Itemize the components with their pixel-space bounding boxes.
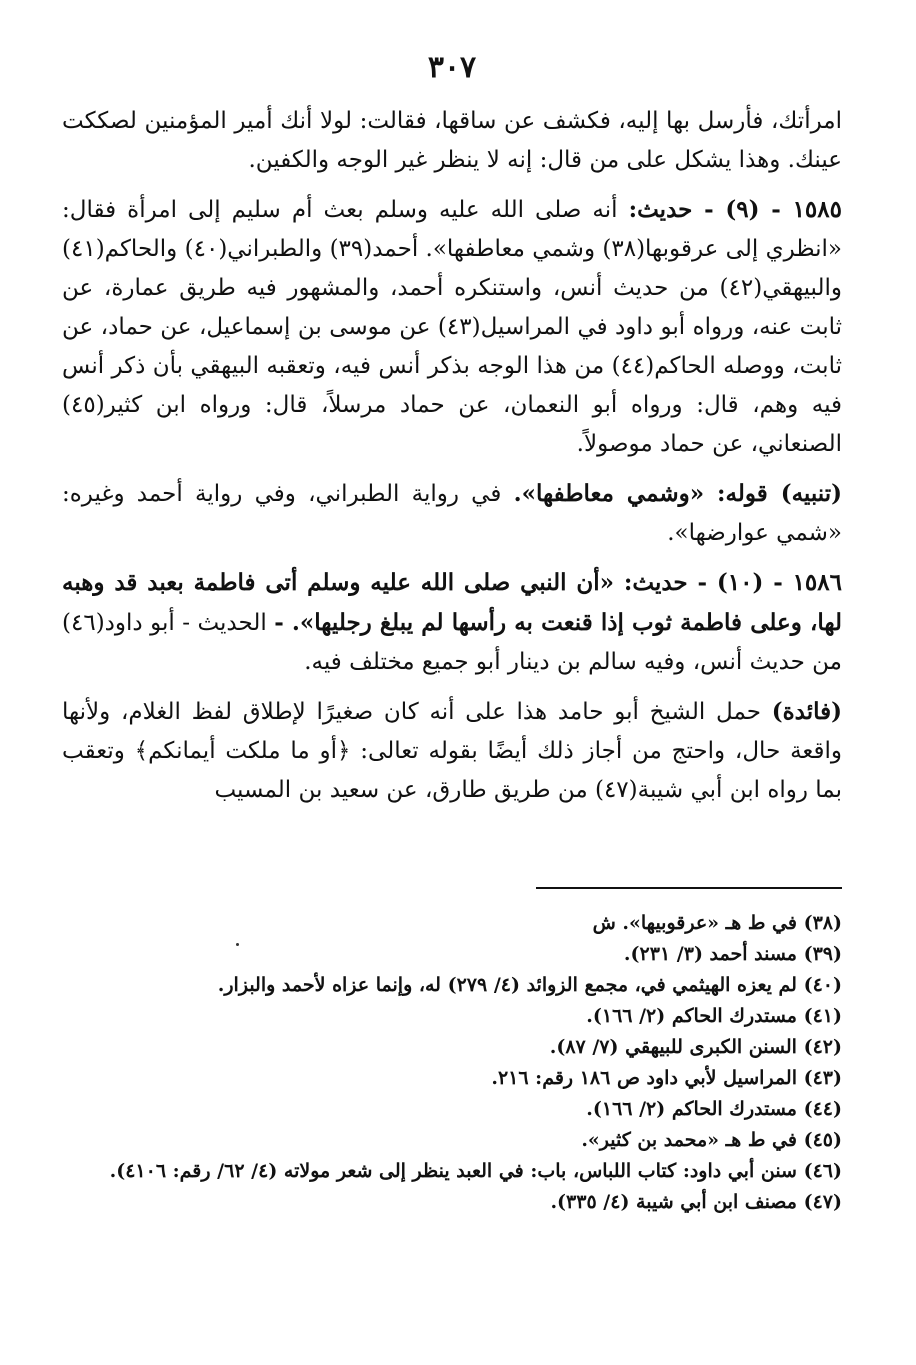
footnote-42: (٤٢) السنن الكبرى للبيهقي (٧/ ٨٧).	[549, 1036, 842, 1058]
footnote-44: (٤٤) مستدرك الحاكم (٢/ ١٦٦).	[586, 1098, 842, 1120]
paragraph-1	[62, 102, 842, 180]
paragraph-hadith-1586	[62, 563, 842, 682]
hadith-1585-text: أنه صلى الله عليه وسلم بعث أم سليم إلى امرأة فقال: «انظري إلى عرقوبها(٣٨) وشمي معاطفها». أحمد(٣٩) والطبراني(٤٠) والحاكم(٤١) والبيهقي(٤٢) من حديث أنس، واستنكره أحمد، والمشهور فيه طريق عمارة، عن ثابت عنه، ورواه أبو داود في المراسيل(٤٣) عن موسى بن إسماعيل، عن حماد، عن ثابت، ووصله الحاكم(٤٤) من هذا الوجه بذكر أنس فيه، وتعقبه البيهقي بأن ذكر أنس فيه وهم، قال: ورواه أبو النعمان، عن حماد مرسلاً، قال: ورواه ابن كثير(٤٥) الصنعاني، عن حماد موصولاً.	[62, 197, 843, 457]
paragraph-tanbih	[62, 474, 842, 553]
hadith-1586-text: الحديث - أبو داود(٤٦) من حديث أنس، وفيه سالم بن دينار أبو جميع مختلف فيه.	[62, 610, 842, 675]
page-number: ٣٠٧	[427, 50, 477, 85]
faida-text: حمل الشيخ أبو حامد هذا على أنه كان صغيرًا لإطلاق لفظ الغلام، ولأنها واقعة حال، واحتج من أجاز ذلك أيضًا بقوله تعالى: ﴿أو ما ملكت أيمانكم﴾ وتعقب بما رواه ابن أبي شيبة(٤٧) من طريق طارق، عن سعيد بن المسيب	[62, 699, 842, 803]
footnote-47: (٤٧) مصنف ابن أبي شيبة (٤/ ٣٣٥).	[550, 1191, 842, 1213]
page-body	[62, 48, 842, 820]
footnotes	[62, 908, 842, 1218]
footnote-38: (٣٨) في ط هـ «عرقوبيها». ش	[592, 912, 842, 934]
footnote-46: (٤٦) سنن أبي داود: كتاب اللباس، باب: في العبد ينظر إلى شعر مولاته (٤/ ٦٢/ رقم: ٤١٠٦).	[109, 1160, 842, 1182]
footnote-43: (٤٣) المراسيل لأبي داود ص ١٨٦ رقم: ٢١٦.	[491, 1067, 842, 1089]
footnote-41: (٤١) مستدرك الحاكم (٢/ ١٦٦).	[586, 1005, 842, 1027]
tanbih-text: في رواية الطبراني، وفي رواية أحمد وغيره: «شمي عوارضها».	[62, 481, 842, 546]
footnote-39: (٣٩) مسند أحمد (٣/ ٢٣١).	[623, 943, 842, 965]
hadith-1585-heading: ١٥٨٥ - (٩) - حديث:	[628, 196, 842, 223]
footnote-40: (٤٠) لم يعزه الهيثمي في، مجمع الزوائد (٤/ ٢٧٩) له، وإنما عزاه لأحمد والبزار.	[217, 974, 842, 996]
footnote-45: (٤٥) في ط هـ «محمد بن كثير».	[581, 1129, 842, 1151]
tanbih-heading: (تنبيه) قوله: «وشمي معاطفها».	[513, 480, 843, 507]
faida-heading: (فائدة)	[771, 698, 842, 725]
hadith-1586-heading: ١٥٨٦ - (١٠) - حديث: «أن النبي صلى الله عليه وسلم أتى فاطمة بعبد قد وهبه لها، وعلى فاطمة ثوب إذا قنعت به رأسها لم يبلغ رجليها». -	[62, 569, 842, 636]
paragraph-1-text: امرأتك، فأرسل بها إليه، فكشف عن ساقها، فقالت: لولا أنك أمير المؤمنين لصككت عينك. وهذا يشكل على من قال: إنه لا ينظر غير الوجه والكفين.	[62, 108, 842, 173]
footnote-divider	[536, 887, 842, 889]
paragraph-faida	[62, 692, 842, 810]
paragraph-hadith-1585	[62, 190, 842, 464]
